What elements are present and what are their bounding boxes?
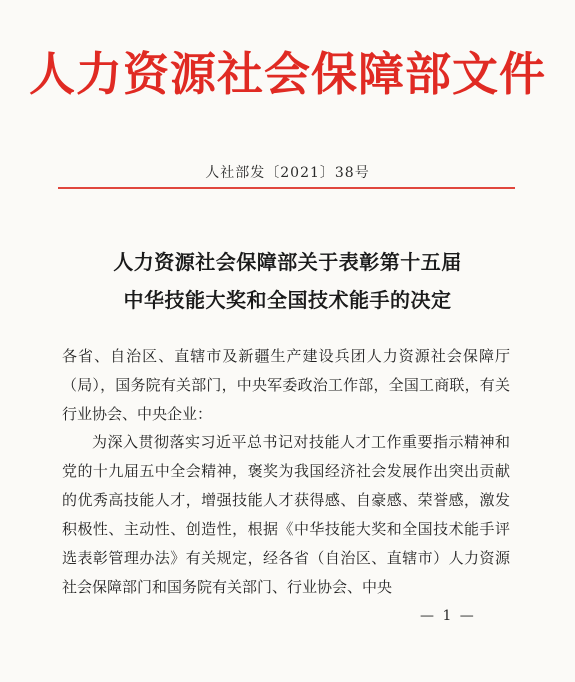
header-title: 人力资源社会保障部文件 xyxy=(29,47,546,101)
document-title-line1: 人力资源社会保障部关于表彰第十五届 xyxy=(113,250,462,274)
red-divider xyxy=(58,187,515,189)
doc-number: 人社部发〔2021〕38号 xyxy=(205,165,370,181)
body-paragraph: 为深入贯彻落实习近平总书记对技能人才工作重要指示精神和党的十九届五中全会精神，褒奖为我国经济社会发展作出突出贡献的优秀高技能人才，增强技能人才获得感、自豪感、荣誉感，激发积极性、主动性、创造性，根据《中华技能大奖和全国技术能手评选表彰管理办法》有关规定，经各省（自治区、直辖市）人力资源社会保障部门和国务院有关部门、行业协会、中央 xyxy=(62,433,510,596)
addressee: 各省、自治区、直辖市及新疆生产建设兵团人力资源社会保障厅（局），国务院有关部门，中央军委政治工作部，全国工商联，有关行业协会、中央企业： xyxy=(62,347,510,423)
document-title-line2: 中华技能大奖和全国技术能手的决定 xyxy=(123,288,452,312)
page-number: — 1 — xyxy=(420,608,476,624)
